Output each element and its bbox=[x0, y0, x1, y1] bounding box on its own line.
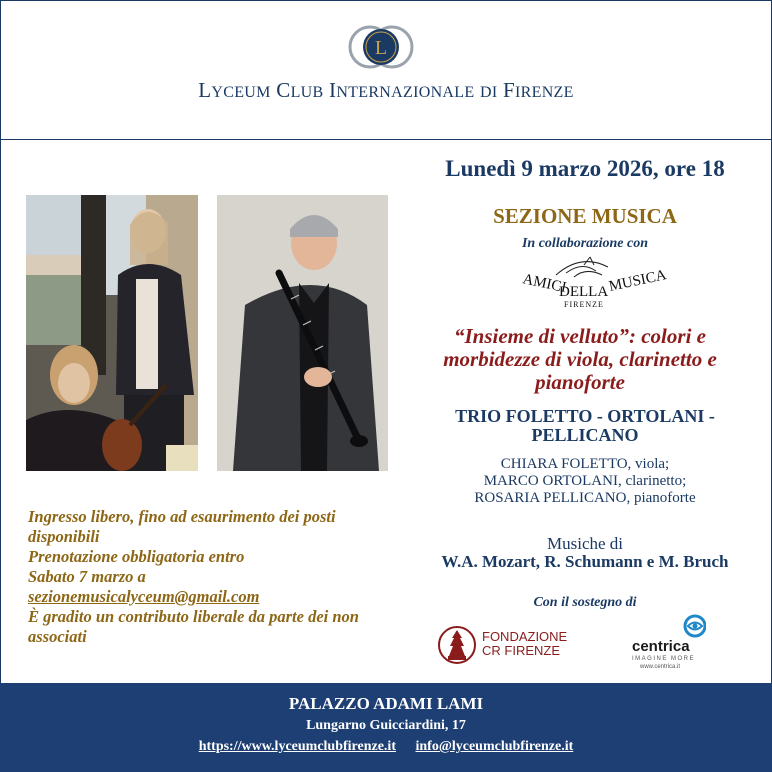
contact-email-link[interactable]: info@lyceumclubfirenze.it bbox=[415, 739, 574, 754]
booking-email-link[interactable]: sezionemusicalyceum@gmail.com bbox=[28, 587, 260, 606]
centrica-logo bbox=[626, 614, 706, 672]
fcr-line2: CR FIRENZE bbox=[482, 643, 560, 658]
centrica-url: www.centrica.it bbox=[640, 664, 681, 670]
amici-city: FIRENZE bbox=[564, 300, 604, 309]
venue-address: Lungarno Guicciardini, 17 bbox=[306, 718, 466, 733]
event-date: Lunedì 9 marzo 2026, ore 18 bbox=[445, 156, 725, 181]
website-link[interactable]: https://www.lyceumclubfirenze.it bbox=[198, 739, 396, 754]
club-name bbox=[0, 78, 772, 103]
performer-line: MARCO ORTOLANI, clarinetto; bbox=[483, 473, 687, 489]
musica-word: MUSICA bbox=[607, 267, 668, 295]
centrica-tagline: IMAGINE MORE bbox=[632, 656, 696, 662]
info-contribution: È gradito un contributo liberale da parte dei non associati bbox=[28, 607, 359, 646]
performers-list bbox=[420, 456, 750, 507]
club-name-word: INTERNAZIONALE bbox=[329, 78, 475, 102]
club-name-word: LYCEUM bbox=[198, 78, 271, 102]
trio-name: TRIO FOLETTO - ORTOLANI - PELLICANO bbox=[455, 406, 715, 445]
della-word: DELLA bbox=[559, 284, 609, 300]
info-deadline: Sabato 7 marzo a bbox=[28, 567, 146, 586]
fondazione-cr-firenze-logo bbox=[438, 624, 578, 668]
fcr-emblem-icon bbox=[438, 624, 476, 666]
photo-viola-pianist bbox=[26, 195, 198, 471]
club-name-word: CLUB bbox=[276, 78, 324, 102]
composers: W.A. Mozart, R. Schumann e M. Bruch bbox=[441, 552, 729, 571]
fcr-line1: FONDAZIONE bbox=[482, 629, 568, 644]
performer-line: ROSARIA PELLICANO, pianoforte bbox=[474, 490, 696, 506]
music-label: Musiche di bbox=[546, 534, 624, 553]
amici-word: AMICI bbox=[521, 271, 568, 297]
collaboration-label: In collaborazione con bbox=[521, 236, 648, 251]
club-name-word: FIRENZE bbox=[503, 78, 574, 102]
photo-clarinettist bbox=[217, 195, 388, 471]
centrica-mark-icon bbox=[626, 614, 706, 638]
admission-info bbox=[28, 507, 398, 647]
performer-line: CHIARA FOLETTO, viola; bbox=[500, 456, 670, 472]
logo-letter: L bbox=[374, 37, 388, 59]
info-free-entry: Ingresso libero, fino ad esaurimento dei posti disponibili bbox=[28, 507, 336, 546]
section-title: SEZIONE MUSICA bbox=[493, 204, 677, 228]
amici-della-musica-logo bbox=[486, 253, 682, 315]
footer-links bbox=[0, 739, 772, 755]
header-divider bbox=[0, 139, 772, 140]
centrica-name: centrica bbox=[632, 638, 690, 655]
support-label: Con il sostegno di bbox=[533, 595, 637, 610]
concert-title: “Insieme di velluto”: colori e morbidezze di viola, clarinetto e pianoforte bbox=[443, 324, 717, 394]
lyceum-logo bbox=[346, 22, 416, 72]
club-name-word: DI bbox=[480, 84, 498, 101]
venue-name: PALAZZO ADAMI LAMI bbox=[288, 694, 484, 713]
info-booking: Prenotazione obbligatoria entro bbox=[28, 547, 245, 566]
